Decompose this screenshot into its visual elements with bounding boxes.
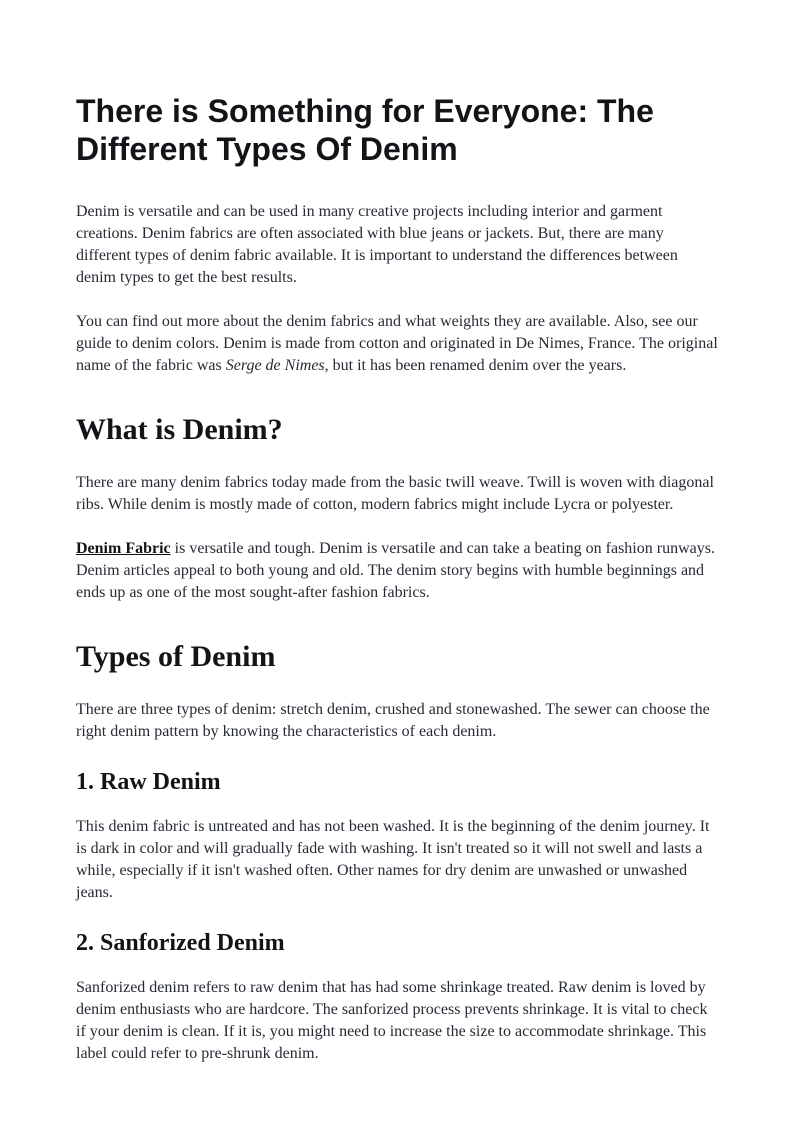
raw-denim-paragraph: This denim fabric is untreated and has not been washed. It is the beginning of the denim journey. It is dark in color and will gradually fade with washing. It isn't treated so it will not swell and lasts a while, especially if it isn't washed often. Other names for dry denim are unwashed or unwashed jeans. bbox=[76, 818, 710, 901]
what-is-denim-paragraph-1: There are many denim fabrics today made from the basic twill weave. Twill is woven with diagonal ribs. While denim is mostly made of cotton, modern fabrics might include Lycra or polyester. bbox=[76, 474, 714, 513]
sanforized-denim-paragraph: Sanforized denim refers to raw denim that has had some shrinkage treated. Raw denim is loved by denim enthusiasts who are hardcore. The sanforized process prevents shrinkage. It is vital to check if your denim is clean. If it is, you might need to increase the size to accommodate shrinkage. This label could refer to pre-shrunk denim. bbox=[76, 979, 708, 1062]
types-of-denim-paragraph: There are three types of denim: stretch denim, crushed and stonewashed. The sewer can choose the right denim pattern by knowing the characteristics of each denim. bbox=[76, 701, 710, 740]
denim-fabric-link[interactable]: Denim Fabric bbox=[76, 540, 171, 557]
what-is-denim-paragraph-2-rest: is versatile and tough. Denim is versatile and can take a beating on fashion runways. Denim articles appeal to both young and old. The denim story begins with humble beginnings and ends up as one of the most sought-after fashion fabrics. bbox=[76, 540, 715, 601]
intro-paragraph-2-start: You can find out more about the denim fabrics and what weights they are available. Also, see our guide to denim colors. Denim is made from cotton and originated in De Nimes, France. The original name of the fabric was bbox=[76, 313, 718, 374]
what-is-denim-paragraph-2 bbox=[76, 538, 719, 604]
what-is-denim-heading: What is Denim? bbox=[76, 413, 283, 446]
raw-denim-heading: 1. Raw Denim bbox=[76, 769, 221, 795]
article-title: There is Something for Everyone: The Different Types Of Denim bbox=[76, 93, 654, 167]
intro-paragraph-2 bbox=[76, 311, 719, 377]
intro-paragraph-2-italic: Serge de Nimes bbox=[225, 357, 325, 374]
intro-paragraph-1: Denim is versatile and can be used in many creative projects including interior and garment creations. Denim fabrics are often associated with blue jeans or jackets. But, there are many different types of denim fabric available. It is important to understand the differences between denim types to get the best results. bbox=[76, 203, 678, 286]
intro-paragraph-2-end: , but it has been renamed denim over the years. bbox=[324, 357, 627, 374]
types-of-denim-heading: Types of Denim bbox=[76, 640, 276, 673]
sanforized-denim-heading: 2. Sanforized Denim bbox=[76, 930, 285, 956]
